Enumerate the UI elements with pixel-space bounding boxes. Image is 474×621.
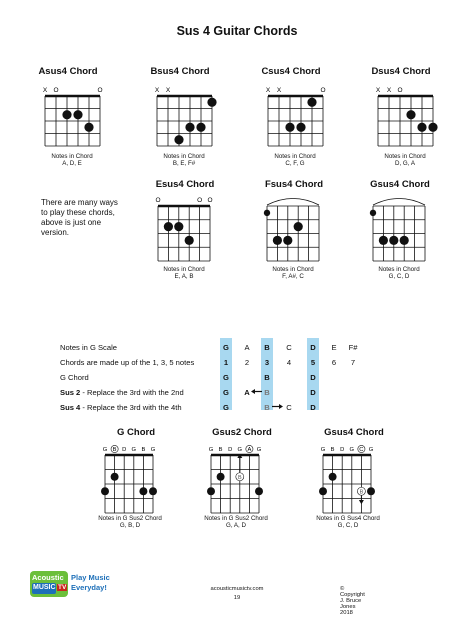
logo-word-music: MUSIC bbox=[33, 584, 56, 591]
chord-title: Gsus4 Chord bbox=[370, 179, 430, 190]
string-marker: O bbox=[53, 87, 59, 94]
chord-diagram bbox=[206, 441, 264, 519]
chord-notes-label: Notes in G Sus2 Chord bbox=[204, 515, 268, 522]
chord-title: Gsus2 Chord bbox=[212, 427, 272, 438]
chord-notes-label: Notes in Chord bbox=[378, 266, 420, 273]
finger-dot bbox=[164, 222, 173, 231]
string-note: G bbox=[256, 447, 262, 453]
finger-dot bbox=[329, 473, 337, 481]
ghost-note-label: B bbox=[359, 489, 364, 496]
string-marker: O bbox=[97, 87, 103, 94]
finger-dot bbox=[62, 110, 71, 119]
chord-notes: G, C, D bbox=[388, 273, 410, 280]
finger-dot bbox=[174, 135, 183, 144]
string-marker: X bbox=[165, 87, 171, 94]
finger-dot bbox=[389, 236, 398, 245]
ghost-note-label: B bbox=[237, 474, 242, 481]
finger-dot bbox=[307, 98, 316, 107]
chord-title: Csus4 Chord bbox=[261, 66, 321, 77]
chord-diagram bbox=[373, 82, 438, 152]
chord-diagram bbox=[263, 82, 328, 152]
finger-dot bbox=[379, 236, 388, 245]
table-cell: G bbox=[223, 343, 229, 352]
table-cell: G bbox=[223, 403, 229, 412]
chord-notes: G, B, D bbox=[119, 522, 141, 529]
string-note: B bbox=[218, 447, 223, 453]
string-marker: X bbox=[154, 87, 160, 94]
chord-title: Dsus4 Chord bbox=[371, 66, 431, 77]
table-cell: D bbox=[310, 388, 316, 397]
chord-notes: A, D, E bbox=[62, 160, 82, 167]
string-note: G bbox=[131, 447, 137, 453]
table-row-label bbox=[60, 343, 117, 352]
string-marker: X bbox=[375, 87, 381, 94]
table-cell: D bbox=[310, 343, 316, 352]
row-label-bold: Sus 4 bbox=[60, 403, 81, 412]
chord-title: Esus4 Chord bbox=[155, 179, 215, 190]
chord-diagram bbox=[100, 441, 158, 519]
chord-notes-label: Notes in Chord bbox=[163, 266, 205, 273]
string-note: B bbox=[141, 447, 146, 453]
string-note: D bbox=[340, 447, 345, 453]
table-cell: 2 bbox=[244, 358, 250, 367]
chord-diagram bbox=[152, 82, 217, 152]
string-note: G bbox=[208, 447, 214, 453]
chord-notes-label: Notes in Chord bbox=[51, 153, 93, 160]
finger-dot bbox=[196, 123, 205, 132]
chord-notes-label: Notes in G Sus2 Chord bbox=[98, 515, 162, 522]
finger-dot bbox=[111, 473, 119, 481]
chord-diagram bbox=[40, 82, 105, 152]
finger-dot bbox=[283, 236, 292, 245]
logo-word-acoustic: Acoustic bbox=[32, 573, 64, 582]
logo-tagline-1: Play Music bbox=[71, 573, 110, 582]
string-marker: O bbox=[320, 87, 326, 94]
finger-dot bbox=[101, 487, 109, 495]
chord-notes: G, C, D bbox=[337, 522, 359, 529]
string-marker: O bbox=[397, 87, 403, 94]
finger-dot bbox=[207, 98, 216, 107]
table-row-label bbox=[60, 373, 89, 382]
finger-dot bbox=[73, 110, 82, 119]
finger-dot bbox=[264, 210, 270, 216]
string-note: B bbox=[330, 447, 335, 453]
table-cell: D bbox=[310, 373, 316, 382]
finger-dot bbox=[84, 123, 93, 132]
chord-notes: B, E, F# bbox=[172, 160, 196, 167]
string-note: D bbox=[122, 447, 127, 453]
table-cell: 1 bbox=[223, 358, 229, 367]
finger-dot bbox=[185, 123, 194, 132]
table-row-label bbox=[60, 403, 182, 412]
string-note: D bbox=[228, 447, 233, 453]
table-cell: 3 bbox=[264, 358, 270, 367]
table-cell: 6 bbox=[331, 358, 337, 367]
chord-title: Bsus4 Chord bbox=[150, 66, 210, 77]
footer-page-number: 19 bbox=[233, 595, 241, 601]
logo-word-tv: TV bbox=[58, 584, 67, 591]
finger-dot bbox=[174, 222, 183, 231]
row-label-text: - Replace the 3rd with the 4th bbox=[80, 403, 182, 412]
chord-title: Asus4 Chord bbox=[38, 66, 98, 77]
chord-diagram bbox=[153, 192, 215, 267]
table-cell: C bbox=[286, 343, 292, 352]
table-cell: 7 bbox=[350, 358, 356, 367]
row-label-bold: Sus 2 bbox=[60, 388, 81, 397]
logo-tagline-2: Everyday! bbox=[71, 583, 107, 592]
finger-dot bbox=[367, 487, 375, 495]
table-row-label bbox=[60, 358, 194, 367]
row-label-text: - Replace the 3rd with the 2nd bbox=[80, 388, 184, 397]
table-cell: E bbox=[331, 343, 337, 352]
finger-dot bbox=[217, 473, 225, 481]
table-cell: B bbox=[264, 403, 270, 412]
chord-diagram bbox=[262, 192, 324, 267]
chord-notes-label: Notes in Chord bbox=[163, 153, 205, 160]
finger-dot bbox=[139, 487, 147, 495]
intro-text: There are many ways to play these chords, above is just one version. bbox=[41, 198, 118, 237]
string-marker: O bbox=[155, 197, 161, 204]
string-note: G bbox=[368, 447, 374, 453]
table-cell: C bbox=[286, 403, 292, 412]
chord-title: Gsus4 Chord bbox=[324, 427, 384, 438]
table-cell: G bbox=[223, 388, 229, 397]
string-note: G bbox=[237, 447, 243, 453]
string-note: G bbox=[150, 447, 156, 453]
table-cell: B bbox=[264, 373, 270, 382]
page-title: Sus 4 Guitar Chords bbox=[176, 24, 298, 38]
string-note: C bbox=[359, 447, 364, 453]
row-label-text: Notes in G Scale bbox=[60, 343, 117, 352]
string-note: G bbox=[102, 447, 108, 453]
finger-dot bbox=[417, 123, 426, 132]
chord-notes-label: Notes in Chord bbox=[384, 153, 426, 160]
finger-dot bbox=[273, 236, 282, 245]
chord-notes: C, F, G bbox=[285, 160, 305, 167]
footer-site: acousticmusictv.com bbox=[210, 586, 264, 592]
finger-dot bbox=[149, 487, 157, 495]
table-row-label bbox=[60, 388, 184, 397]
chord-diagram bbox=[318, 441, 376, 519]
chord-notes-label: Notes in Chord bbox=[274, 153, 316, 160]
string-note: A bbox=[247, 447, 252, 453]
table-cell: F# bbox=[348, 343, 358, 352]
table-cell: 5 bbox=[310, 358, 316, 367]
row-label-text: Chords are made up of the 1, 3, 5 notes bbox=[60, 358, 195, 367]
table-cell: A bbox=[244, 343, 250, 352]
barre-arc bbox=[267, 199, 319, 206]
string-marker: X bbox=[386, 87, 392, 94]
chord-notes-label: Notes in G Sus4 Chord bbox=[316, 515, 380, 522]
string-note: B bbox=[112, 447, 117, 453]
chord-title: Fsus4 Chord bbox=[264, 179, 324, 190]
finger-dot bbox=[428, 123, 437, 132]
finger-dot bbox=[406, 110, 415, 119]
string-marker: O bbox=[207, 197, 213, 204]
chord-notes: G, A, D bbox=[226, 522, 246, 529]
chord-notes-label: Notes in Chord bbox=[272, 266, 314, 273]
table-cell: 4 bbox=[286, 358, 292, 367]
finger-dot bbox=[294, 222, 303, 231]
finger-dot bbox=[255, 487, 263, 495]
finger-dot bbox=[319, 487, 327, 495]
chord-notes: F, A#, C bbox=[282, 273, 304, 280]
string-note: G bbox=[320, 447, 326, 453]
footer-copyright: © Copyright J. Bruce Jones 2018 bbox=[340, 586, 365, 616]
finger-dot bbox=[207, 487, 215, 495]
string-marker: X bbox=[265, 87, 271, 94]
finger-dot bbox=[185, 236, 194, 245]
finger-dot bbox=[400, 236, 409, 245]
table-cell: A bbox=[244, 388, 250, 397]
chord-notes: E, A, B bbox=[174, 273, 194, 280]
chord-notes: D, G, A bbox=[395, 160, 415, 167]
finger-dot bbox=[285, 123, 294, 132]
row-label-text: G Chord bbox=[60, 373, 89, 382]
table-cell: B bbox=[264, 343, 270, 352]
barre-arc bbox=[373, 199, 425, 206]
string-marker: X bbox=[276, 87, 282, 94]
table-cell: D bbox=[310, 403, 316, 412]
chord-title: G Chord bbox=[117, 427, 155, 438]
string-marker: O bbox=[197, 197, 203, 204]
string-marker: X bbox=[42, 87, 48, 94]
table-cell: G bbox=[223, 373, 229, 382]
finger-dot bbox=[296, 123, 305, 132]
string-note: G bbox=[349, 447, 355, 453]
table-cell: B bbox=[264, 388, 270, 397]
finger-dot bbox=[370, 210, 376, 216]
chord-diagram bbox=[368, 192, 430, 267]
